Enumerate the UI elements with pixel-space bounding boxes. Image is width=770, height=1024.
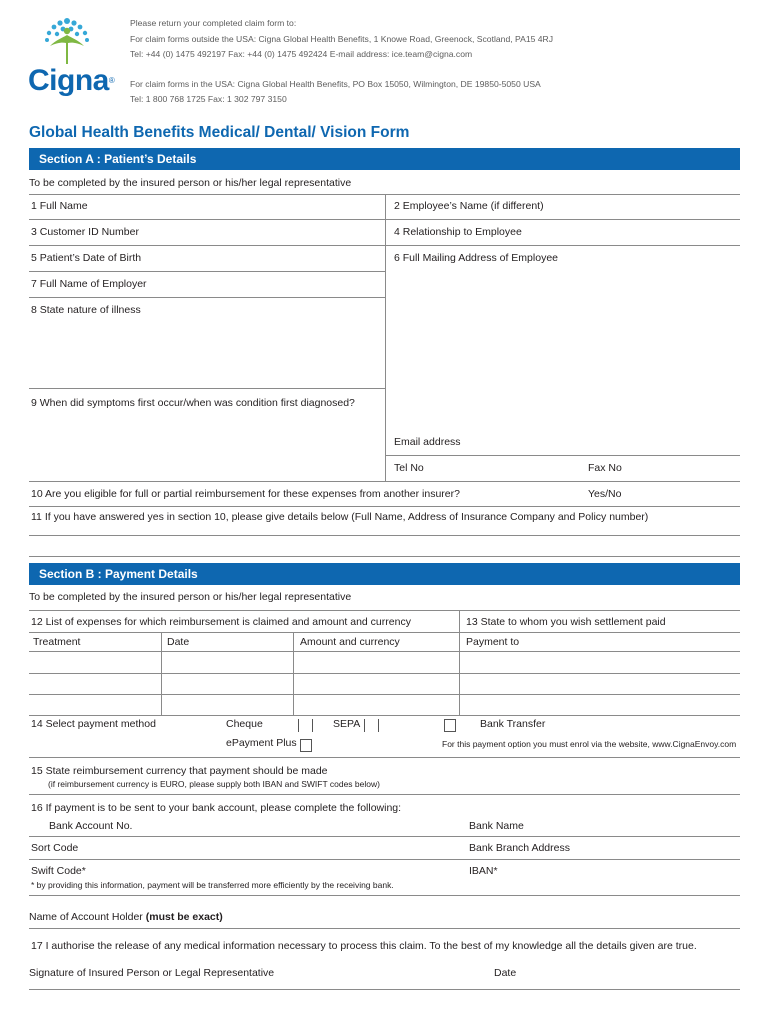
settlement-payee-label: 13 State to whom you wish settlement paid xyxy=(466,616,666,628)
cheque-checkbox[interactable] xyxy=(298,719,313,732)
bank-transfer-label: Bank Transfer xyxy=(480,718,546,730)
epayment-label: ePayment Plus xyxy=(226,737,297,749)
signature-field[interactable]: Signature of Insured Person or Legal Representative xyxy=(29,967,275,979)
authorisation-statement: 17 I authorise the release of any medical information necessary to process this claim. To the best of my knowledge all the details given are true. xyxy=(31,940,697,952)
mailing-address-field[interactable]: 6 Full Mailing Address of Employee xyxy=(394,252,558,264)
bank-name-field[interactable]: Bank Name xyxy=(469,820,524,832)
expense-row[interactable] xyxy=(29,652,740,673)
relationship-field[interactable]: 4 Relationship to Employee xyxy=(394,226,522,238)
col-treatment: Treatment xyxy=(33,636,81,648)
swift-code-field[interactable]: Swift Code* xyxy=(31,865,86,877)
date-of-birth-field[interactable]: 5 Patient’s Date of Birth xyxy=(31,252,142,264)
tel-field[interactable]: Tel No xyxy=(394,462,424,474)
date-field[interactable]: Date xyxy=(494,967,517,979)
section-b-heading: Section B : Payment Details xyxy=(29,563,740,585)
employer-name-field[interactable]: 7 Full Name of Employer xyxy=(31,278,147,290)
full-name-field[interactable]: 1 Full Name xyxy=(31,200,88,212)
bank-branch-field[interactable]: Bank Branch Address xyxy=(469,842,570,854)
usa-address: For claim forms in the USA: Cigna Global Health Benefits, PO Box 15050, Wilmington, DE 19850-5050 USA xyxy=(130,79,541,89)
sepa-label: SEPA xyxy=(333,718,361,730)
col-payment-to: Payment to xyxy=(466,636,520,648)
section-a-instructions: To be completed by the insured person or his/her legal representative xyxy=(29,177,352,189)
col-amount: Amount and currency xyxy=(300,636,400,648)
yes-no-field[interactable]: Yes/No xyxy=(588,488,622,500)
email-field[interactable]: Email address xyxy=(394,436,461,448)
usa-contact: Tel: 1 800 768 1725 Fax: 1 302 797 3150 xyxy=(130,94,287,104)
iban-field[interactable]: IBAN* xyxy=(469,865,498,877)
account-holder-field[interactable]: Name of Account Holder (must be exact) xyxy=(29,911,223,923)
section-a-heading: Section A : Patient’s Details xyxy=(29,148,740,170)
swift-note: * by providing this information, payment will be transferred more efficiently by the receiving bank. xyxy=(31,880,394,890)
epayment-checkbox[interactable] xyxy=(300,739,312,752)
sort-code-field[interactable]: Sort Code xyxy=(31,842,79,854)
insurer-details-field[interactable]: 11 If you have answered yes in section 10, please give details below (Full Name, Address of Insurance Company and Policy number) xyxy=(31,511,649,523)
euro-note: (if reimbursement currency is EURO, please supply both IBAN and SWIFT codes below) xyxy=(48,779,380,789)
cigna-logo xyxy=(28,16,114,106)
fax-field[interactable]: Fax No xyxy=(588,462,622,474)
expense-row[interactable] xyxy=(29,674,740,694)
bank-transfer-checkbox[interactable] xyxy=(444,719,456,732)
nature-of-illness-field[interactable]: 8 State nature of illness xyxy=(31,304,141,316)
section-b-instructions: To be completed by the insured person or his/her legal representative xyxy=(29,591,352,603)
logo-wordmark: Cigna® xyxy=(28,64,115,97)
expenses-list-label: 12 List of expenses for which reimbursement is claimed and amount and currency xyxy=(31,616,411,628)
other-insurer-question: 10 Are you eligible for full or partial reimbursement for these expenses from another insurer? xyxy=(31,488,460,500)
reimbursement-currency-field[interactable]: 15 State reimbursement currency that payment should be made xyxy=(31,765,328,777)
symptoms-date-field[interactable]: 9 When did symptoms first occur/when was condition first diagnosed? xyxy=(31,397,355,409)
bank-details-label: 16 If payment is to be sent to your bank account, please complete the following: xyxy=(31,802,402,814)
form-title: Global Health Benefits Medical/ Dental/ Vision Form xyxy=(29,124,410,141)
outside-usa-address: For claim forms outside the USA: Cigna Global Health Benefits, 1 Knowe Road, Greenock, Scotland, PA15 4RJ xyxy=(130,34,554,44)
sepa-checkbox[interactable] xyxy=(364,719,379,732)
employee-name-field[interactable]: 2 Employee’s Name (if different) xyxy=(394,200,544,212)
outside-usa-contact: Tel: +44 (0) 1475 492197 Fax: +44 (0) 1475 492424 E-mail address: ice.team@cigna.com xyxy=(130,49,473,59)
customer-id-field[interactable]: 3 Customer ID Number xyxy=(31,226,139,238)
bank-account-field[interactable]: Bank Account No. xyxy=(49,820,133,832)
cheque-label: Cheque xyxy=(226,718,263,730)
payment-method-label: 14 Select payment method xyxy=(31,718,156,730)
epayment-note: For this payment option you must enrol via the website, www.CignaEnvoy.com xyxy=(442,739,737,749)
tree-of-life-icon xyxy=(42,16,92,68)
col-date: Date xyxy=(167,636,190,648)
expense-row[interactable] xyxy=(29,695,740,715)
return-label: Please return your completed claim form to: xyxy=(130,18,297,28)
